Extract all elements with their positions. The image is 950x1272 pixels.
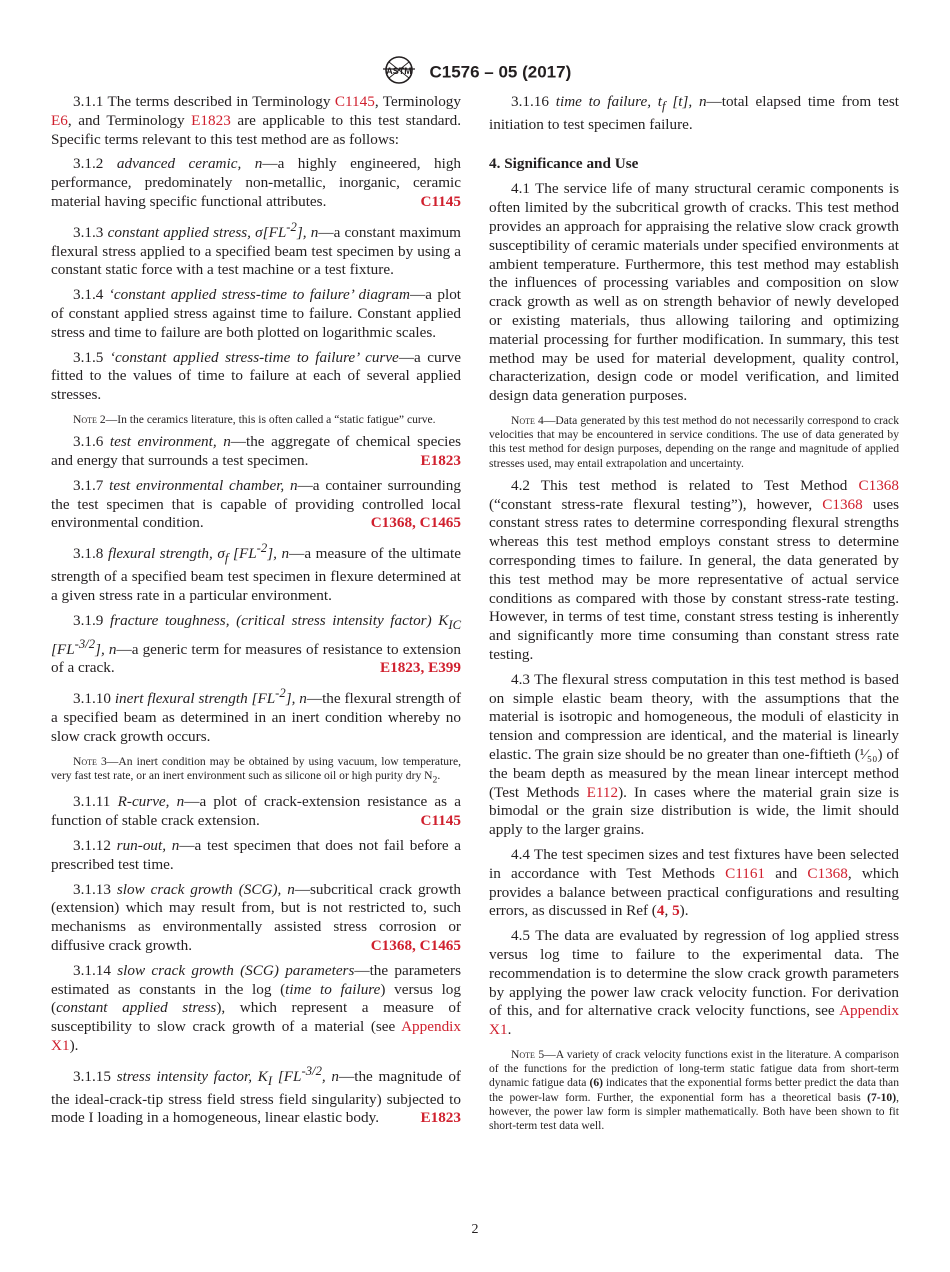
para-4-2: 4.2 This test method is related to Test Method C1368 (“constant stress-rate flexural testing”), however, C1368 uses constant stress rates to determine corresponding flexural strengths whereas this test method employs constant stress to determine corresponding times to failure. In general, the data generated by this test method may be more representative of actual service conditions as compared with those by constant stress-rate testing. However, in terms of test time, constant stress testing is inherently and significantly more time consuming than constant stress rate testing. (489, 476, 899, 663)
page-header (0, 55, 950, 90)
para-4-1: 4.1 The service life of many structural ceramic components is often limited by the subcritical growth of cracks. This test method provides an approach for appraising the relative slow crack growth susceptibility of ceramic materials under specified environments at ambient temperature. Furthermore, this test method may establish the influences of processing variables and composition on slow crack growth as well as on strength behavior of newly developed or existing materials, thus allowing tailoring and optimizing material processing for further modification. In summary, this test method may be used for material development, quality control, characterization, design code or model verification, and limited design data generation purposes. (489, 180, 899, 405)
para-3-1-1: 3.1.1 The terms described in Terminology C1145, Terminology E6, and Terminology E1823 are applicable to this test standard. Specific terms relevant to this test method are as follows: (51, 93, 461, 148)
note-5: Note 5—A variety of crack velocity functions exist in the literature. A comparison of the functions for the prediction of long-term static fatigue data from short-term dynamic fatigue data (6) indicates that the exponential forms better predict the data than the power-law form. Further, the exponential form has a theoretical basis (7-10), however, the power law form is simpler mathematically. Both have been shown to fit short-term test data well. (489, 1047, 899, 1132)
link-e1823[interactable]: E1823 (420, 452, 461, 470)
left-column (51, 93, 461, 1134)
link-c1368[interactable]: C1368 (822, 495, 863, 513)
ref-4[interactable]: 4 (656, 902, 665, 920)
para-3-1-15: 3.1.15 stress intensity factor, $K_I$ [$FL^{-3/2}$, n—the magnitude of the ideal-crack-tip stress field stress field singularity) subjected to mode I loading in a homogeneous, linear elastic body. E1823 (51, 1063, 461, 1127)
para-3-1-11: 3.1.11 R-curve, n—a plot of crack-extension resistance as a function of stable crack extension. C1145 (51, 793, 462, 830)
note-3: Note 3—An inert condition may be obtained by using vacuum, low temperature, very fast test rate, or an inert environment such as silicone oil or high purity dry $N_2$. (51, 754, 461, 786)
link-c1368-c1465[interactable]: C1368, C1465 (370, 514, 461, 532)
link-c1145[interactable]: C1145 (420, 812, 461, 830)
para-3-1-3: 3.1.3 constant applied stress, $\sigma[FL^{-2}]$, n—a constant maximum flexural stress applied to a specified beam test specimen by using a constant static force with a test machine or a test fixture. (51, 219, 461, 279)
para-3-1-13: 3.1.13 slow crack growth (SCG), n—subcritical crack growth (extension) which may result from, but is not restricted to, such mechanisms as environmentally assisted stress corrosion or diffusive crack growth. C1368, C1465 (51, 880, 461, 954)
right-column (489, 93, 899, 1139)
link-appendix-x1[interactable]: Appendix X1 (489, 1002, 899, 1039)
para-4-4: 4.4 The test specimen sizes and test fixtures have been selected in accordance with Test Methods C1161 and C1368, which provides a balance between practical configurations and resulting errors, as discussed in Ref (4, 5). (489, 845, 899, 920)
para-3-1-4: 3.1.4 ‘constant applied stress-time to failure’ diagram—a plot of constant applied stress against time to failure. Constant applied stress and time to failure are both plotted on logarithmic scales. (51, 286, 462, 341)
link-e1823-e399[interactable]: E1823, E399 (379, 659, 461, 677)
para-3-1-14: 3.1.14 slow crack growth (SCG) parameters—the parameters estimated as constants in the log (time to failure) versus log (constant applied stress), which represent a measure of susceptibility to slow crack growth of a material (see Appendix X1). (51, 961, 462, 1054)
link-e1823[interactable]: E1823 (420, 1109, 461, 1127)
para-4-5: 4.5 The data are evaluated by regression of log applied stress versus log time to failure to the experimental data. The recommendation is to determine the slow crack growth parameters by applying the power law crack velocity function. For derivation of this, and for alternative crack velocity functions, see Appendix X1. (489, 927, 899, 1039)
page-number: 2 (471, 1222, 479, 1237)
link-c1145[interactable]: C1145 (420, 192, 461, 210)
para-3-1-5: 3.1.5 ‘constant applied stress-time to failure’ curve—a curve fitted to the values of time to failure at each of several applied stresses. (51, 348, 462, 404)
link-c1368[interactable]: C1368 (807, 864, 848, 882)
para-4-3: 4.3 The flexural stress computation in this test method is based on simple elastic beam theory, with the assumptions that the material is isotropic and homogeneous, the moduli of elasticity in tension and compression are identical, and the material is linearly elastic. The grain size should be no greater than one-fiftieth (¹⁄₅₀) of the beam depth as measured by the mean linear intercept method (Test Methods E112). In cases where the material grain size is bimodal or the grain size distribution is wide, the limit should apply to the larger grains. (489, 670, 899, 839)
document-designation: C1576 – 05 (2017) (429, 62, 572, 82)
link-e1823[interactable]: E1823 (191, 111, 231, 129)
para-3-1-16: 3.1.16 time to failure, $t_f$ [t], n—total elapsed time from test initiation to test specimen failure. (489, 93, 899, 133)
para-3-1-2: 3.1.2 advanced ceramic, n—a highly engineered, high performance, predominately non-metallic, inorganic, ceramic material having specific functional attributes. C1145 (51, 155, 462, 210)
link-appendix-x1[interactable]: Appendix X1 (51, 1018, 461, 1054)
link-c1368-c1465[interactable]: C1368, C1465 (370, 936, 461, 954)
para-3-1-7: 3.1.7 test environmental chamber, n—a container surrounding the test specimen that is capable of providing controlled local environmental condition. C1368, C1465 (51, 476, 461, 532)
astm-logo (379, 55, 419, 90)
para-3-1-9: 3.1.9 fracture toughness, (critical stress intensity factor) $K_{IC}$ $[FL^{-3/2}]$, n—a generic term for measures of resistance to extension of a crack. E1823, E399 (51, 611, 462, 677)
ref-5[interactable]: 5 (672, 902, 680, 920)
ref-6[interactable]: (6) (589, 1076, 603, 1090)
svg-text:ASTM: ASTM (385, 66, 412, 76)
link-e112[interactable]: E112 (586, 783, 619, 801)
ref-7-10[interactable]: (7-10) (867, 1090, 897, 1104)
note-4: Note 4—Data generated by this test method do not necessarily correspond to crack velocities that may be encountered in service conditions. The use of data generated by this test method for design purposes, depending on the range and magnitude of applied stresses used, may entail extrapolation and uncertainty. (489, 413, 899, 470)
link-c1161[interactable]: C1161 (725, 864, 766, 882)
section-heading-4: 4. Significance and Use (489, 154, 639, 172)
note-2: Note 2—In the ceramics literature, this is often called a “static fatigue” curve. (73, 413, 436, 427)
para-3-1-6: 3.1.6 test environment, n—the aggregate of chemical species and energy that surrounds a test specimen. E1823 (51, 433, 461, 470)
para-3-1-8: 3.1.8 flexural strength, $\sigma_f$ $[FL^{-2}]$, n—a measure of the ultimate strength of a specified beam test specimen in flexure determined at a given stress rate in a particular environment. (51, 541, 461, 604)
para-3-1-10: 3.1.10 inert flexural strength $[FL^{-2}]$, n—the flexural strength of a specified beam as determined in an inert condition whereby no slow crack growth occurs. (51, 686, 462, 745)
link-c1368[interactable]: C1368 (858, 476, 899, 494)
link-c1145[interactable]: C1145 (334, 93, 375, 110)
link-e6[interactable]: E6 (51, 111, 68, 129)
para-3-1-12: 3.1.12 run-out, n—a test specimen that does not fail before a prescribed test time. (51, 836, 462, 873)
